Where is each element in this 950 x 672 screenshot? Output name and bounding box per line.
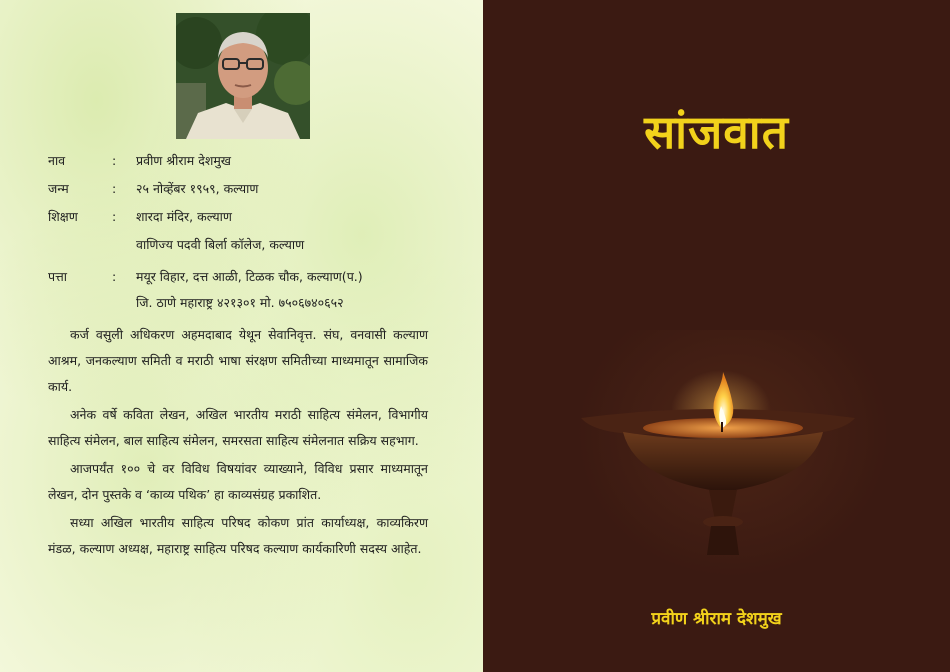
detail-separator: : (112, 181, 117, 196)
author-portrait-image (176, 13, 310, 139)
author-photo (176, 13, 310, 139)
detail-value: प्रवीण श्रीराम देशमुख (136, 153, 232, 168)
oil-lamp-icon (573, 370, 863, 570)
detail-label: नाव (48, 153, 66, 168)
detail-separator: : (112, 153, 117, 168)
author-biography (48, 322, 428, 564)
book-title: सांजवात (644, 105, 789, 159)
detail-separator: : (112, 209, 117, 224)
detail-label: पत्ता (48, 269, 67, 284)
detail-value: मयूर विहार, दत्त आळी, टिळक चौक, कल्याण(प.) (136, 269, 363, 284)
book-author: प्रवीण श्रीराम देशमुख (651, 609, 782, 629)
detail-value: जि. ठाणे महाराष्ट्र ४२१३०१ मो. ७५०६७४०६५२ (136, 295, 344, 310)
front-cover (483, 0, 950, 672)
detail-value: शारदा मंदिर, कल्याण (136, 209, 232, 224)
detail-value: वाणिज्य पदवी बिर्ला कॉलेज, कल्याण (136, 237, 305, 252)
detail-label: शिक्षण (48, 209, 78, 224)
detail-value: २५ नोव्हेंबर १९५९, कल्याण (136, 181, 259, 196)
bio-paragraph: आजपर्यंत १०० चे वर विविध विषयांवर व्याख्याने, विविध प्रसार माध्यमातून लेखन, दोन पुस्तके व ‘काव्य पथिक’ हा काव्यसंग्रह प्रकाशित. (48, 461, 428, 502)
detail-label: जन्म (48, 181, 69, 196)
bio-paragraph: अनेक वर्षे कविता लेखन, अखिल भारतीय मराठी साहित्य संमेलन, विभागीय साहित्य संमेलन, बाल साहित्य संमेलन, समरसता साहित्य संमेलनात सक्रिय सहभाग. (48, 407, 428, 448)
bio-paragraph: सध्या अखिल भारतीय साहित्य परिषद कोकण प्रांत कार्याध्यक्ष, काव्यकिरण मंडळ, कल्याण अध्यक्ष, महाराष्ट्र साहित्य परिषद कल्याण कार्यकारिणी सदस्य आहेत. (48, 515, 428, 556)
detail-separator: : (112, 269, 117, 284)
bio-paragraph: कर्ज वसुली अधिकरण अहमदाबाद येथून सेवानिवृत्त. संघ, वनवासी कल्याण आश्रम, जनकल्याण समिती व मराठी भाषा संरक्षण समितीच्या माध्यमातून सामाजिक कार्य. (48, 327, 428, 394)
